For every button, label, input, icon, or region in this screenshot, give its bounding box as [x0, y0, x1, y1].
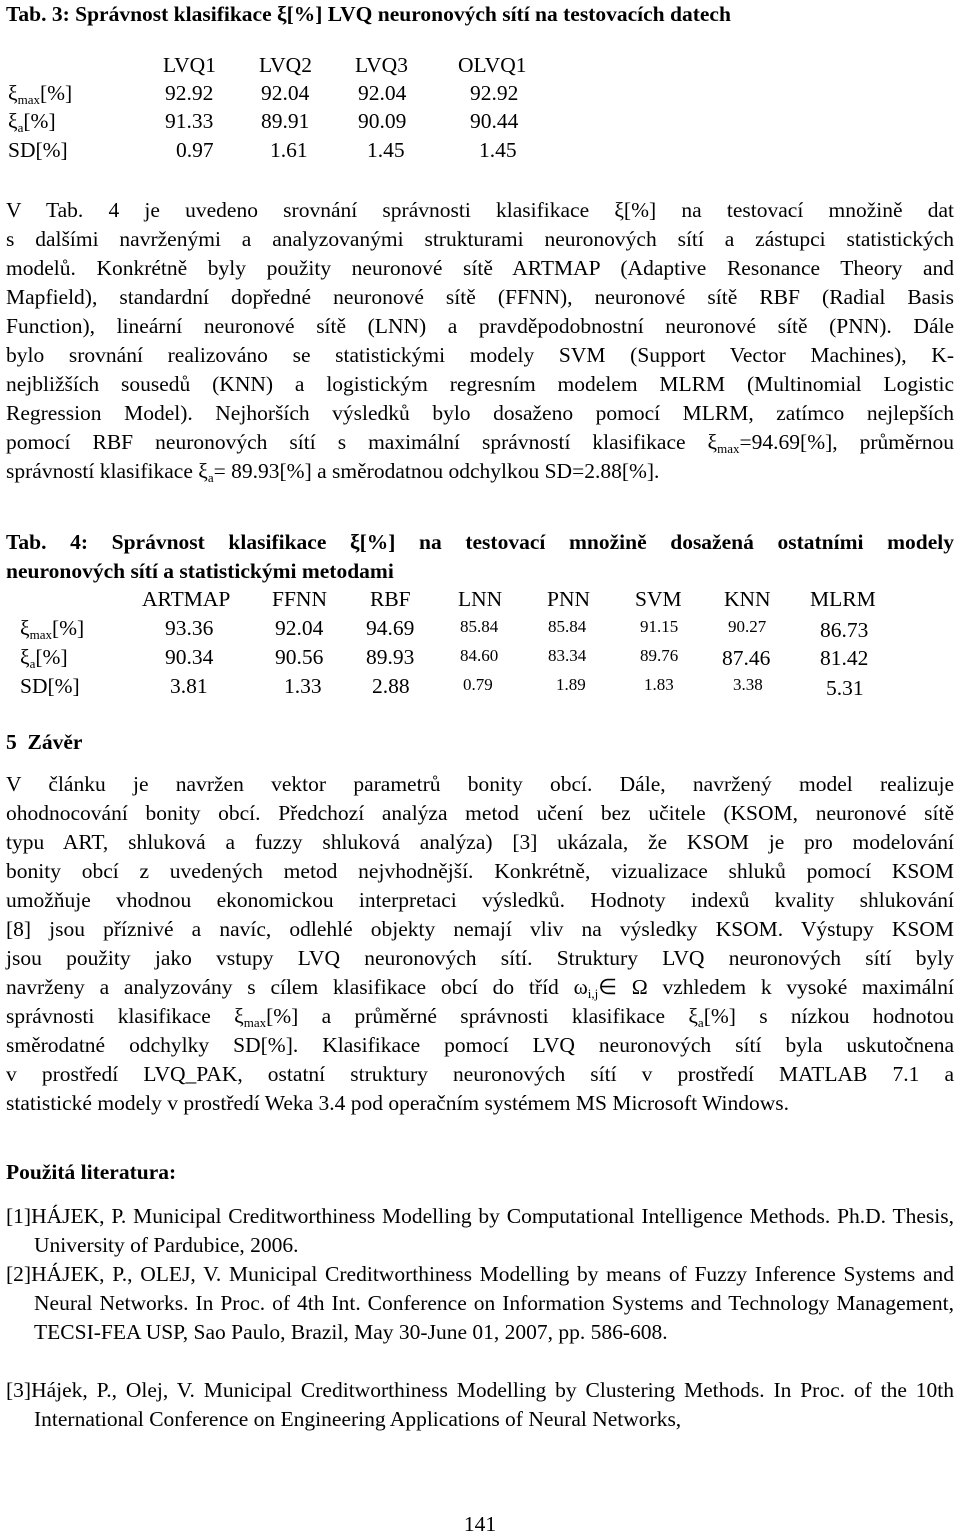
table4-row-label: $\xi_a[\%]$	[20, 645, 68, 671]
text-line: statistické modely v prostředí Weka 3.4 pod operačním systémem MS Microsoft Windows.	[6, 1091, 790, 1115]
text-line: V článku je navržen vektor parametrů bonity obcí. Dále, navržený model realizuje	[6, 772, 954, 796]
section-heading: 5 Závěr	[6, 730, 83, 754]
text-line: Regression Model). Nejhorších výsledků bylo dosaženo pomocí MLRM, zatímco nejlepších	[6, 401, 954, 425]
references-heading: Použitá literatura:	[6, 1160, 177, 1184]
table4-cell: 86.73	[820, 618, 869, 642]
table4-cell: 84.60	[460, 646, 499, 665]
table3-row-label: $\xi_{max}[\%]$	[8, 81, 73, 107]
table3-header-lvq2: LVQ2	[259, 53, 312, 77]
text-line: jsou použity jako vstupy LVQ neuronových sítí. Struktury LVQ neuronových sítí byly	[6, 946, 954, 970]
table4-cell: 91.15	[640, 617, 679, 636]
table3-row-label: $\xi_a[\%]$	[8, 109, 56, 135]
table4-row-label: SD[%]	[20, 674, 80, 698]
text-line: navrženy a analyzovány s cílem klasifikace obcí do tříd $\omega_{i,j}\in$ Ω vzhledem k vysoké maximální	[6, 975, 954, 1001]
table4-cell: 94.69	[366, 616, 415, 640]
table4-cell: 83.34	[548, 646, 587, 665]
text-line: pomocí RBF neuronových sítí s maximální správností klasifikace $\xi_{max}=94.69[\%]$, průměrnou	[6, 430, 954, 456]
text-line: nejbližších sousedů (KNN) a logistickým regresním modelem MLRM (Multinomial Logistic	[6, 372, 954, 396]
table3-cell: 89.91	[261, 109, 310, 133]
text-line: V Tab. 4 je uvedeno srovnání správnosti klasifikace ξ[%] na testovací množině dat	[6, 198, 954, 222]
table3-cell: 90.09	[358, 109, 407, 133]
text-line: správnosti klasifikace $\xi_{max}[\%]$ a průměrné správnosti klasifikace $\xi_a[\%]$ s nízkou hodnotou	[6, 1004, 954, 1030]
table4-cell: 81.42	[820, 646, 869, 670]
table4-header: SVM	[635, 587, 682, 611]
table3-header-lvq3: LVQ3	[355, 53, 408, 77]
table3-cell: 1.45	[367, 138, 405, 162]
table4-cell: 1.33	[284, 674, 322, 698]
text-line: směrodatné odchylky SD[%]. Klasifikace pomocí LVQ neuronových sítí byla uskutočnena	[6, 1033, 954, 1057]
table4-header: ARTMAP	[142, 587, 231, 611]
table3-cell: 0.97	[176, 138, 214, 162]
table4-cell: 93.36	[165, 616, 214, 640]
text-line: modelů. Konkrétně byly použity neuronové sítě ARTMAP (Adaptive Resonance Theory and	[6, 256, 954, 280]
table3-cell: 92.92	[165, 81, 214, 105]
text-line: umožňuje vhodnou ekonomickou interpretaci výsledků. Hodnoty indexů kvality shlukování	[6, 888, 954, 912]
table3-cell: 92.04	[261, 81, 310, 105]
table4-caption-line2: neuronových sítí a statistickými metodami	[6, 559, 394, 583]
table4-cell: 2.88	[372, 674, 410, 698]
table4-cell: 85.84	[548, 617, 587, 636]
table4-cell: 3.81	[170, 674, 208, 698]
table3-header-lvq1: LVQ1	[163, 53, 216, 77]
text-line: ohodnocování bonity obcí. Předchozí analýza metod učení bez učitele (KSOM, neuronové sítě	[6, 801, 954, 825]
table3-cell: 92.92	[470, 81, 519, 105]
table3-cell: 1.45	[479, 138, 517, 162]
table4-cell: 90.27	[728, 617, 767, 636]
table3-cell: 90.44	[470, 109, 519, 133]
table4-cell: 1.89	[556, 675, 586, 694]
text-line: bonity obcí z uvedených metod nejvhodnější. Konkrétně, vizualizace shluků pomocí KSOM	[6, 859, 954, 883]
table4-cell: 89.93	[366, 645, 415, 669]
text-line: s dalšími navrženými a analyzovanými strukturami neuronových sítí a zástupci statistických	[6, 227, 954, 251]
table4-header: MLRM	[810, 587, 876, 611]
text-line: Mapfield), standardní dopředné neuronové sítě (FFNN), neuronové sítě RBF (Radial Basis	[6, 285, 954, 309]
table4-cell: 90.56	[275, 645, 324, 669]
table4-cell: 90.34	[165, 645, 214, 669]
table4-header: PNN	[547, 587, 591, 611]
text-line: [8] jsou příznivé a navíc, odlehlé objekty nemají vliv na výsledky KSOM. Výstupy KSOM	[6, 917, 954, 941]
text-line: v prostředí LVQ_PAK, ostatní struktury neuronových sítí v prostředí MATLAB 7.1 a	[6, 1062, 954, 1086]
table4-cell: 0.79	[463, 675, 493, 694]
page-number: 141	[463, 1512, 497, 1536]
reference-item: [1]HÁJEK, P. Municipal Creditworthiness Modelling by Computational Intelligence Methods. Ph.D. Thesis, University of Pardubice, 2006.	[6, 1204, 954, 1257]
text-line: správností klasifikace $\xi_a= 89.93[\%]$ a směrodatnou odchylkou SD=2.88[%].	[6, 459, 660, 485]
table4-caption: Tab. 4: Správnost klasifikace ξ[%] na testovací množině dosažená ostatními modely	[6, 530, 954, 554]
table4-cell: 89.76	[640, 646, 679, 665]
table3-header-olvq1: OLVQ1	[458, 53, 527, 77]
table4-row-label: $\xi_{max}[\%]$	[20, 616, 85, 642]
text-line: bylo srovnání realizováno se statistickými modely SVM (Support Vector Machines), K-	[6, 343, 954, 367]
reference-item: [3]Hájek, P., Olej, V. Municipal Creditworthiness Modelling by Clustering Methods. In Proc. of the 10th International Conference on Engineering Applications of Neural Networks,	[6, 1378, 954, 1431]
table3-cell: 1.61	[270, 138, 308, 162]
table3-cell: 92.04	[358, 81, 407, 105]
table4-cell: 87.46	[722, 646, 771, 670]
table4-header: LNN	[458, 587, 503, 611]
text-line: typu ART, shluková a fuzzy shluková analýza) [3] ukázala, že KSOM je pro modelování	[6, 830, 954, 854]
text-line: Function), lineární neuronové sítě (LNN) a pravděpodobnostní neuronové sítě (PNN). Dále	[6, 314, 954, 338]
table4-cell: 3.38	[733, 675, 763, 694]
table4-cell: 1.83	[644, 675, 674, 694]
table4-header: FFNN	[272, 587, 327, 611]
table4-cell: 92.04	[275, 616, 324, 640]
table3-cell: 91.33	[165, 109, 214, 133]
table3-caption: Tab. 3: Správnost klasifikace ξ[%] LVQ neuronových sítí na testovacích datech	[6, 2, 731, 26]
table4-header: RBF	[370, 587, 411, 611]
reference-item: [2]HÁJEK, P., OLEJ, V. Municipal Creditworthiness Modelling by means of Fuzzy Inference Systems and Neural Networks. In Proc. of 4th Int. Conference on Information Systems and Technology Management, TECSI-FEA USP, Sao Paulo, Brazil, May 30-June 01, 2007, pp. 586-608.	[6, 1262, 954, 1344]
table4-cell: 5.31	[826, 676, 864, 700]
table3-row-label: SD[%]	[8, 138, 68, 162]
table4-header: KNN	[724, 587, 771, 611]
table4-cell: 85.84	[460, 617, 499, 636]
